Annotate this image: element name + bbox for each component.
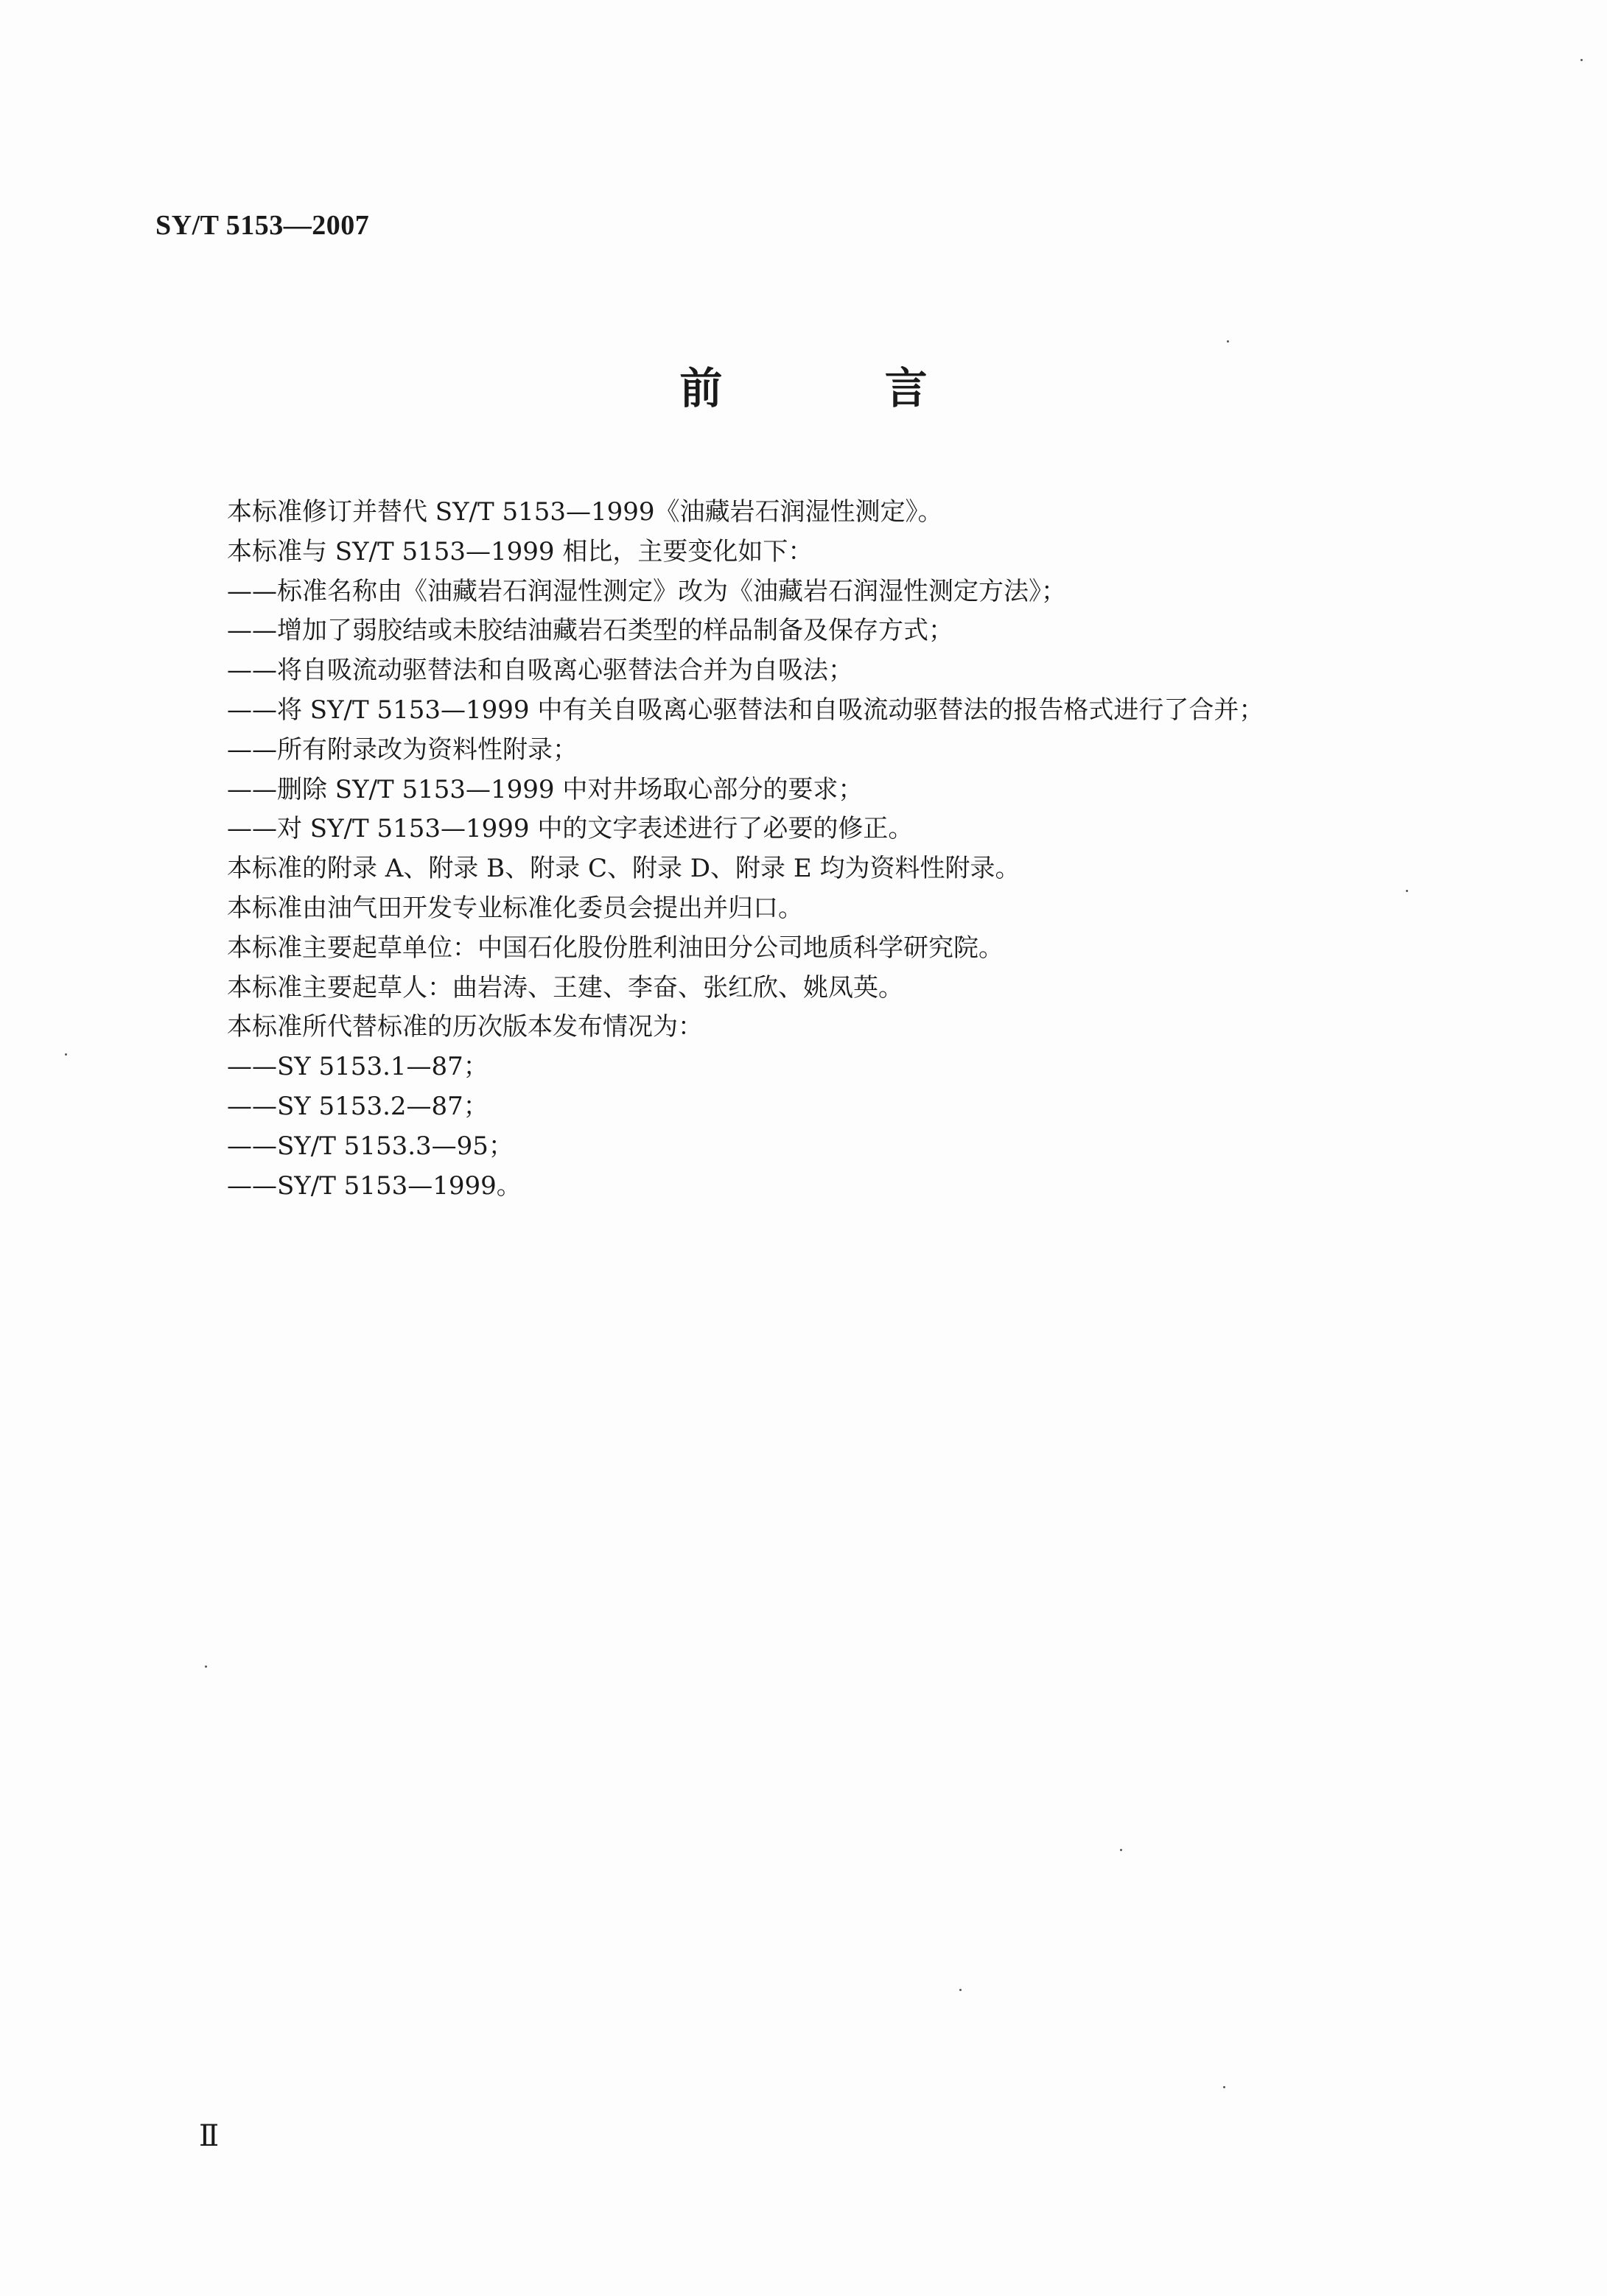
page-title: 前 言 bbox=[679, 363, 1001, 413]
body-line: ——SY/T 5153—1999。 bbox=[227, 1170, 522, 1201]
body-line: 本标准的附录 A、附录 B、附录 C、附录 D、附录 E 均为资料性附录。 bbox=[227, 854, 1020, 884]
scan-speck bbox=[205, 1665, 207, 1668]
body-line: ——删除 SY/T 5153—1999 中对井场取心部分的要求； bbox=[227, 774, 864, 804]
scan-speck bbox=[1406, 890, 1408, 892]
body-line: 本标准主要起草人：曲岩涛、王建、李奋、张红欣、姚凤英。 bbox=[227, 972, 903, 1003]
body-line: ——SY 5153.1—87； bbox=[227, 1052, 489, 1082]
standard-code: SY/T 5153—2007 bbox=[155, 210, 370, 241]
scan-speck bbox=[65, 1053, 67, 1056]
body-line: ——将自吸流动驱替法和自吸离心驱替法合并为自吸法； bbox=[227, 656, 853, 686]
body-line: ——将 SY/T 5153—1999 中有关自吸离心驱替法和自吸流动驱替法的报告格式进行了合并； bbox=[227, 695, 1264, 725]
body-line: 本标准主要起草单位：中国石化股份胜利油田分公司地质科学研究院。 bbox=[227, 933, 1004, 963]
body-line: 本标准修订并替代 SY/T 5153—1999《油藏岩石润湿性测定》。 bbox=[227, 497, 943, 527]
scan-speck bbox=[1120, 1849, 1122, 1851]
scan-speck bbox=[1580, 59, 1583, 61]
page-number: Ⅱ bbox=[199, 2119, 220, 2152]
scan-speck bbox=[1227, 340, 1229, 343]
scan-speck bbox=[959, 1989, 962, 1991]
body-line: ——标准名称由《油藏岩石润湿性测定》改为《油藏岩石润湿性测定方法》； bbox=[227, 576, 1066, 606]
body-line: ——增加了弱胶结或未胶结油藏岩石类型的样品制备及保存方式； bbox=[227, 616, 953, 646]
body-line: 本标准与 SY/T 5153—1999 相比，主要变化如下： bbox=[227, 536, 813, 566]
scan-speck bbox=[1223, 2086, 1225, 2088]
body-line: ——SY/T 5153.3—95； bbox=[227, 1131, 514, 1161]
body-line: 本标准由油气田开发专业标准化委员会提出并归口。 bbox=[227, 893, 803, 923]
foreword-body bbox=[227, 493, 1516, 1206]
body-line: ——SY 5153.2—87； bbox=[227, 1091, 489, 1121]
body-line: ——所有附录改为资料性附录； bbox=[227, 734, 578, 765]
body-line: ——对 SY/T 5153—1999 中的文字表述进行了必要的修正。 bbox=[227, 814, 914, 844]
body-line: 本标准所代替标准的历次版本发布情况为： bbox=[227, 1012, 703, 1042]
